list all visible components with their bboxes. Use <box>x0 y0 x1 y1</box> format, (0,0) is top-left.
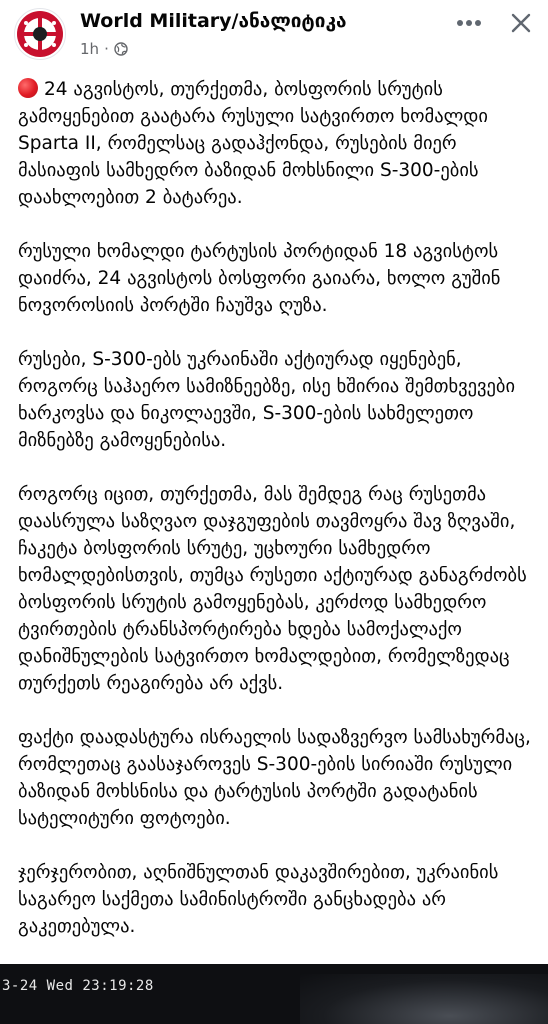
post-paragraph: ჯერჯერობით, აღნიშნულთან დაკავშირებით, უკრაინის საგარეო საქმეთა სამინისტროში განცხადება არ გაკეთებულა. <box>18 862 499 937</box>
globe-icon <box>114 42 128 56</box>
close-icon <box>510 12 532 34</box>
more-horizontal-icon <box>456 19 482 27</box>
video-timestamp: 3-24 Wed 23:19:28 <box>2 978 154 994</box>
post-paragraph: ფაქტი დაადასტურა ისრაელის სადაზვერვო სამსახურმაც, რომლეთაც გაასაჯაროვეს S-300-ების სირიაში რუსული ბაზიდან მოხსნისა და ტარტუსის პორტში გადატანის სატელიტური ფოტოები. <box>18 727 531 829</box>
post-paragraph: რუსები, S-300-ებს უკრაინაში აქტიურად იყენებენ, როგორც საჰაერო სამიზნეებზე, ისე ხშირია შემთხვევები ხარკოვსა და ნიკოლაევში, S-300-ების სახმელეთო მიზნებზე გამოყენებისა. <box>18 349 516 451</box>
post-body <box>18 76 534 967</box>
red-circle-icon <box>18 78 38 98</box>
post-header <box>0 0 548 66</box>
media-scene <box>300 974 548 1024</box>
meta-separator: · <box>104 40 109 58</box>
post-time[interactable]: 1h <box>80 40 100 58</box>
post-paragraph <box>18 76 534 211</box>
crest-logo-icon <box>15 9 65 59</box>
page-name-link[interactable]: World Military/ანალიტიკა <box>80 10 347 32</box>
close-button[interactable] <box>504 6 538 40</box>
post-paragraph: რუსული ხომალდი ტარტუსის პორტიდან 18 აგვისტოს დაიძრა, 24 აგვისტოს ბოსფორი გაიარა, ხოლო გუშინ ნოვოროსიის პორტში ჩაუშვა ღუზა. <box>18 241 501 316</box>
post-paragraph: როგორც იცით, თურქეთმა, მას შემდეგ რაც რუსეთმა დაასრულა საზღვაო დაჯგუფების თავმოყრა შავ ზღვაში, ჩაკეტა ბოსფორის სრუტე, უცხოური სამხედრო ხომალდებისთვის, თუმცა რუსეთი აქტიურად განაგრძობს ბოსფორის სრუტის გამოყენებას, კერძოდ სამხედრო ტვირთების ტრანსპორტირება ხდება სამოქალაქო დანიშნულების სატვირთო ხომალდებით, რომელზედაც თურქეთს რეაგირება არ აქვს. <box>18 484 527 694</box>
more-options-button[interactable] <box>452 8 486 38</box>
post-meta <box>80 40 128 58</box>
page-avatar[interactable] <box>14 8 66 60</box>
post-paragraph-text: 24 აგვისტოს, თურქეთმა, ბოსფორის სრუტის გამოყენებით გაატარა რუსული სატვირთო ხომალდი Sparta II, რომელსაც გადაჰქონდა, რუსების მიერ მასიაფის სამხედრო ბაზიდან მოხსნილი S-300-ების დაახლოებით 2 ბატარეა. <box>18 79 488 208</box>
post-media-video[interactable] <box>0 964 548 1024</box>
